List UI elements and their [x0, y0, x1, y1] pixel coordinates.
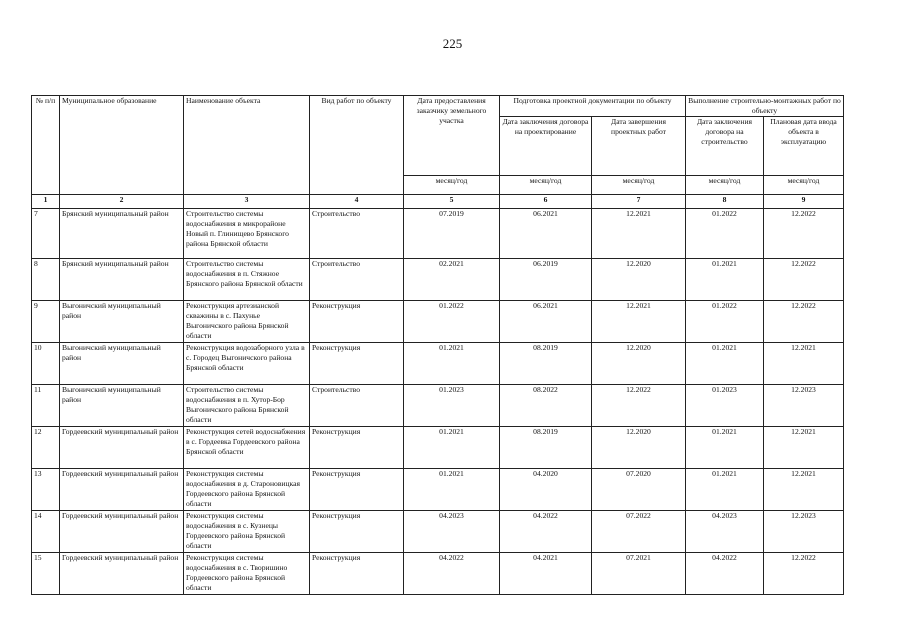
design-end-date-cell: 12.2022 — [592, 385, 686, 427]
land-date-cell: 01.2021 — [404, 427, 500, 469]
schedule-table — [31, 95, 844, 595]
col-number: 8 — [686, 195, 764, 209]
land-date-cell: 01.2021 — [404, 469, 500, 511]
municipality-cell: Гордеевский муниципальный район — [60, 469, 184, 511]
municipality-cell: Брянский муниципальный район — [60, 259, 184, 301]
object-name-cell: Реконструкция водозаборного узла в с. Городец Выгоничского района Брянской области — [184, 343, 310, 385]
object-name-cell: Реконструкция сетей водоснабжения в с. Гордеевка Гордеевского района Брянской области — [184, 427, 310, 469]
municipality-cell: Выгоничский муниципальный район — [60, 385, 184, 427]
land-date-cell: 04.2022 — [404, 553, 500, 595]
build-contract-date-cell: 01.2023 — [686, 385, 764, 427]
header-work-type: Вид работ по объекту — [310, 96, 404, 195]
land-date-cell: 01.2021 — [404, 343, 500, 385]
object-name-cell: Реконструкция системы водоснабжения в д. Староновицкая Гордеевского района Брянской области — [184, 469, 310, 511]
work-type-cell: Строительство — [310, 385, 404, 427]
municipality-cell: Выгоничский муниципальный район — [60, 301, 184, 343]
col-number: 4 — [310, 195, 404, 209]
design-contract-date-cell: 06.2021 — [500, 209, 592, 259]
header-object: Наименование объекта — [184, 96, 310, 195]
build-contract-date-cell: 01.2021 — [686, 427, 764, 469]
design-end-date-cell: 12.2021 — [592, 301, 686, 343]
table-row — [32, 259, 844, 301]
design-contract-date-cell: 08.2022 — [500, 385, 592, 427]
row-number: 10 — [32, 343, 60, 385]
header-build-contract: Дата заключения договора на строительство — [686, 117, 764, 176]
land-date-cell: 01.2023 — [404, 385, 500, 427]
object-name-cell: Реконструкция системы водоснабжения в с. Кузнецы Гордеевского района Брянской области — [184, 511, 310, 553]
design-contract-date-cell: 06.2021 — [500, 301, 592, 343]
design-contract-date-cell: 08.2019 — [500, 427, 592, 469]
design-contract-date-cell: 04.2020 — [500, 469, 592, 511]
design-end-date-cell: 12.2020 — [592, 259, 686, 301]
header-num: № п/п — [32, 96, 60, 195]
work-type-cell: Реконструкция — [310, 469, 404, 511]
table-body — [32, 209, 844, 595]
design-end-date-cell: 12.2021 — [592, 209, 686, 259]
row-number: 11 — [32, 385, 60, 427]
land-date-cell: 01.2022 — [404, 301, 500, 343]
work-type-cell: Реконструкция — [310, 511, 404, 553]
row-number: 13 — [32, 469, 60, 511]
row-number: 9 — [32, 301, 60, 343]
table-row — [32, 511, 844, 553]
row-number: 15 — [32, 553, 60, 595]
design-end-date-cell: 12.2020 — [592, 343, 686, 385]
col-number: 9 — [764, 195, 844, 209]
design-contract-date-cell: 04.2021 — [500, 553, 592, 595]
table-row — [32, 553, 844, 595]
col-number: 6 — [500, 195, 592, 209]
design-end-date-cell: 07.2021 — [592, 553, 686, 595]
header-land-date: Дата предоставления заказчику земельного участка — [404, 96, 500, 176]
object-name-cell: Строительство системы водоснабжения в микрорайоне Новый п. Глинищево Брянского района Брянской области — [184, 209, 310, 259]
table-row — [32, 469, 844, 511]
build-contract-date-cell: 04.2023 — [686, 511, 764, 553]
land-date-cell: 04.2023 — [404, 511, 500, 553]
col-number: 2 — [60, 195, 184, 209]
table-header — [32, 96, 844, 209]
commission-date-cell: 12.2023 — [764, 511, 844, 553]
municipality-cell: Гордеевский муниципальный район — [60, 427, 184, 469]
commission-date-cell: 12.2022 — [764, 301, 844, 343]
commission-date-cell: 12.2021 — [764, 427, 844, 469]
build-contract-date-cell: 01.2022 — [686, 209, 764, 259]
commission-date-cell: 12.2023 — [764, 385, 844, 427]
design-end-date-cell: 07.2020 — [592, 469, 686, 511]
build-contract-date-cell: 01.2021 — [686, 343, 764, 385]
commission-date-cell: 12.2021 — [764, 469, 844, 511]
header-design-end: Дата завершения проектных работ — [592, 117, 686, 176]
work-type-cell: Строительство — [310, 259, 404, 301]
page-number: 225 — [442, 36, 463, 51]
design-contract-date-cell: 04.2022 — [500, 511, 592, 553]
commission-date-cell: 12.2022 — [764, 553, 844, 595]
build-contract-date-cell: 01.2022 — [686, 301, 764, 343]
header-municipality: Муниципальное образование — [60, 96, 184, 195]
header-construction-group: Выполнение строительно-монтажных работ по объекту — [686, 96, 844, 117]
land-date-cell: 02.2021 — [404, 259, 500, 301]
work-type-cell: Строительство — [310, 209, 404, 259]
municipality-cell: Выгоничский муниципальный район — [60, 343, 184, 385]
unit-build-contract: месяц/год — [686, 176, 764, 195]
unit-design-contract: месяц/год — [500, 176, 592, 195]
header-commission: Плановая дата ввода объекта в эксплуатацию — [764, 117, 844, 176]
table-row — [32, 209, 844, 259]
unit-commission: месяц/год — [764, 176, 844, 195]
row-number: 14 — [32, 511, 60, 553]
col-number: 3 — [184, 195, 310, 209]
col-number: 5 — [404, 195, 500, 209]
object-name-cell: Реконструкция системы водоснабжения в с. Творишино Гордеевского района Брянской области — [184, 553, 310, 595]
municipality-cell: Гордеевский муниципальный район — [60, 511, 184, 553]
table-row — [32, 427, 844, 469]
col-number: 7 — [592, 195, 686, 209]
design-end-date-cell: 12.2020 — [592, 427, 686, 469]
object-name-cell: Строительство системы водоснабжения в п. Хутор-Бор Выгоничского района Брянской области — [184, 385, 310, 427]
design-end-date-cell: 07.2022 — [592, 511, 686, 553]
work-type-cell: Реконструкция — [310, 343, 404, 385]
commission-date-cell: 12.2022 — [764, 209, 844, 259]
commission-date-cell: 12.2022 — [764, 259, 844, 301]
municipality-cell: Брянский муниципальный район — [60, 209, 184, 259]
object-name-cell: Реконструкция артезианской скважины в с. Пахунье Выгоничского района Брянской области — [184, 301, 310, 343]
build-contract-date-cell: 01.2021 — [686, 469, 764, 511]
design-contract-date-cell: 08.2019 — [500, 343, 592, 385]
unit-design-end: месяц/год — [592, 176, 686, 195]
work-type-cell: Реконструкция — [310, 427, 404, 469]
header-design-group: Подготовка проектной документации по объекту — [500, 96, 686, 117]
build-contract-date-cell: 01.2021 — [686, 259, 764, 301]
object-name-cell: Строительство системы водоснабжения в п. Стяжное Брянского района Брянской области — [184, 259, 310, 301]
table-row — [32, 301, 844, 343]
municipality-cell: Гордеевский муниципальный район — [60, 553, 184, 595]
work-type-cell: Реконструкция — [310, 553, 404, 595]
row-number: 8 — [32, 259, 60, 301]
col-number: 1 — [32, 195, 60, 209]
row-number: 12 — [32, 427, 60, 469]
table-row — [32, 385, 844, 427]
work-type-cell: Реконструкция — [310, 301, 404, 343]
unit-land-date: месяц/год — [404, 176, 500, 195]
commission-date-cell: 12.2021 — [764, 343, 844, 385]
row-number: 7 — [32, 209, 60, 259]
land-date-cell: 07.2019 — [404, 209, 500, 259]
header-design-contract: Дата заключения договора на проектирование — [500, 117, 592, 176]
design-contract-date-cell: 06.2019 — [500, 259, 592, 301]
table-row — [32, 343, 844, 385]
build-contract-date-cell: 04.2022 — [686, 553, 764, 595]
